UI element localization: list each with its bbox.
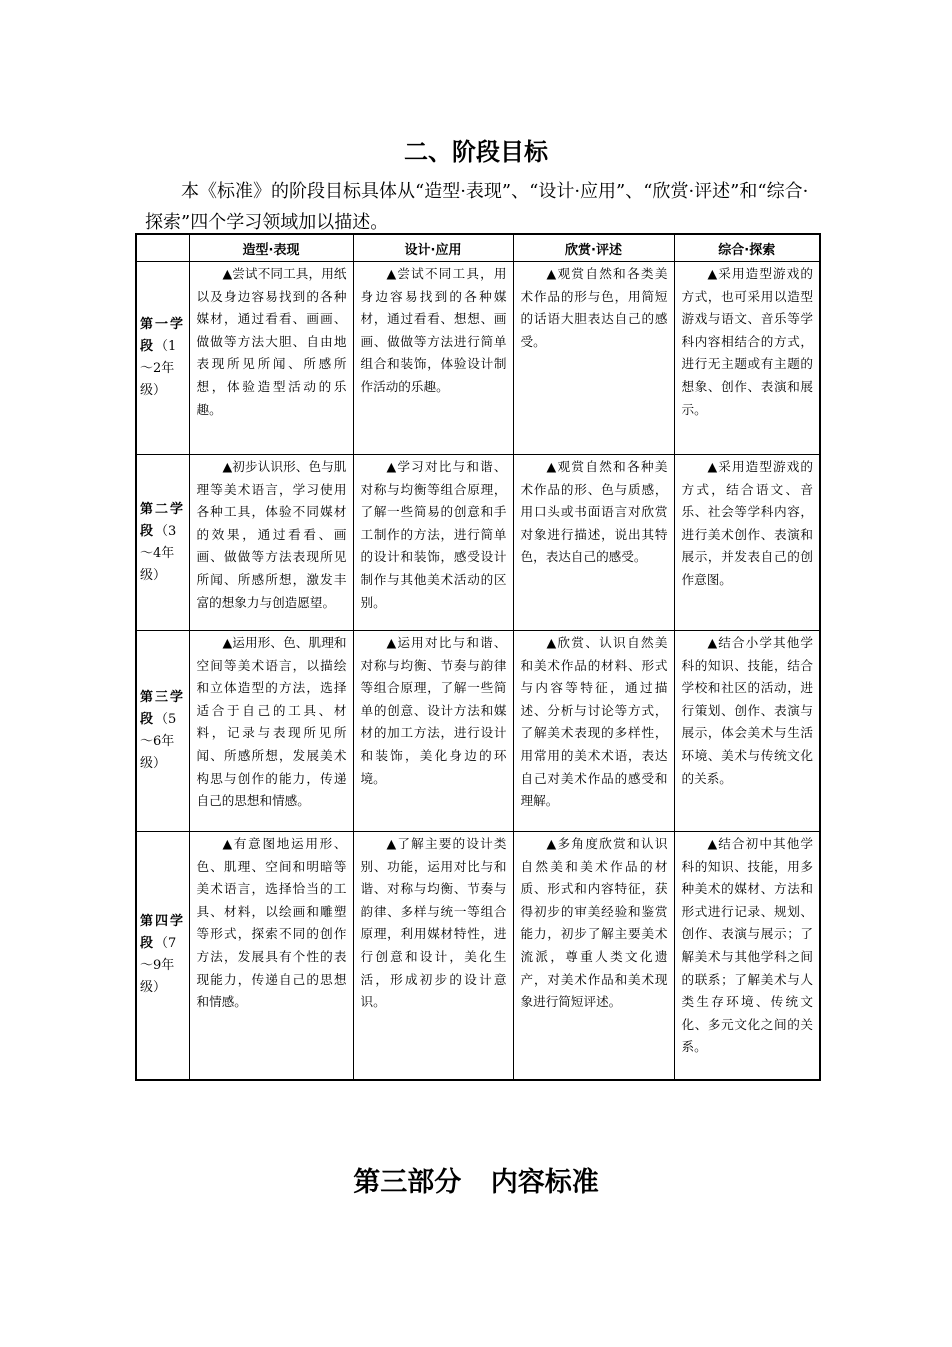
table-row: [136, 262, 820, 455]
cell-text: ▲采用造型游戏的方式，结合语文、音乐、社会等学科内容，进行美术创作、表演和展示，并发表自己的创作意图。: [681, 459, 813, 587]
cell-text: ▲欣赏、认识自然美和美术作品的材料、形式与内容等特征，通过描述、分析与讨论等方式，了解美术表现的多样性，用常用的美术术语，表达自己对美术作品的感受和理解。: [520, 635, 668, 809]
stage-grades: （3～4年级）: [140, 523, 177, 583]
table-cell: [674, 455, 820, 631]
header-corner: [136, 234, 189, 262]
cell-text: ▲初步认识形、色与肌理等美术语言，学习使用各种工具，体验不同媒材的效果，通过看看、画画、做做等方法表现所见所闻、所感所想，激发丰富的想象力与创造愿望。: [196, 459, 347, 610]
table-cell: [189, 455, 353, 631]
table-cell: [189, 262, 353, 455]
table-cell: [513, 455, 674, 631]
table-row: [136, 832, 820, 1080]
table-cell: [674, 832, 820, 1080]
table-header-row: [136, 234, 820, 262]
stage-name: 第四学段: [140, 914, 186, 952]
header-modeling-expression: 造型·表现: [189, 234, 353, 262]
header-synthesis-exploration: 综合·探索: [674, 234, 820, 262]
header-design-application: 设计·应用: [353, 234, 513, 262]
cell-text: ▲结合小学其他学科的知识、技能，结合学校和社区的活动，进行策划、创作、表演与展示，体会美术与生活环境、美术与传统文化的关系。: [681, 635, 813, 786]
table-cell: [353, 631, 513, 832]
table-cell: [513, 631, 674, 832]
table-cell: [353, 262, 513, 455]
table-cell: [189, 631, 353, 832]
cell-text: ▲尝试不同工具，用身边容易找到的各种媒材，通过看看、想想、画画、做做等方法进行简单组合和装饰，体验设计制作活动的乐趣。: [360, 266, 507, 394]
table-cell: [674, 262, 820, 455]
cell-text: ▲观赏自然和各类美术作品的形与色，用简短的话语大胆表达自己的感受。: [520, 266, 668, 349]
stage-goals-table: [135, 233, 821, 1081]
cell-text: ▲运用对比与和谐、对称与均衡、节奏与韵律等组合原理，了解一些简单的创意、设计方法和媒材的加工方法，进行设计和装饰，美化身边的环境。: [360, 635, 507, 786]
table-row: [136, 455, 820, 631]
cell-text: ▲了解主要的设计类别、功能，运用对比与和谐、对称与均衡、节奏与韵律、多样与统一等组合原理，利用媒材特性，进行创意和设计，美化生活，形成初步的设计意识。: [360, 836, 507, 1010]
stage-cell: [136, 631, 189, 832]
table-cell: [353, 455, 513, 631]
table-cell: [513, 832, 674, 1080]
stage-name: 第二学段: [140, 501, 186, 539]
stage-name: 第一学段: [140, 317, 186, 354]
table-cell: [674, 631, 820, 832]
cell-text: ▲有意图地运用形、色、肌理、空间和明暗等美术语言，选择恰当的工具、材料，以绘画和雕塑等形式，探索不同的创作方法，发展具有个性的表现能力，传递自己的思想和情感。: [196, 836, 347, 1010]
cell-text: ▲结合初中其他学科的知识、技能，用多种美术的媒材、方法和形式进行记录、规划、创作、表演与展示；了解美术与其他学科之间的联系；了解美术与人类生存环境、传统文化、多元文化之间的关系。: [681, 836, 813, 1055]
cell-text: ▲尝试不同工具，用纸以及身边容易找到的各种媒材，通过看看、画画、做做等方法大胆、自由地表现所见所闻、所感所想，体验造型活动的乐趣。: [196, 266, 347, 417]
stage-name: 第三学段: [140, 690, 186, 727]
table-cell: [513, 262, 674, 455]
cell-text: ▲多角度欣赏和认识自然美和美术作品的材质、形式和内容特征，获得初步的审美经验和鉴赏能力，初步了解主要美术流派，尊重人类文化遗产，对美术作品和美术现象进行简短评述。: [520, 836, 668, 1010]
cell-text: ▲运用形、色、肌理和空间等美术语言，以描绘和立体造型的方法，选择适合于自己的工具、材料，记录与表现所见所闻、所感所想，发展美术构思与创作的能力，传递自己的思想和情感。: [196, 635, 347, 809]
stage-grades: （5～6年级）: [140, 712, 177, 771]
stage-cell: [136, 455, 189, 631]
cell-text: ▲学习对比与和谐、对称与均衡等组合原理，了解一些简易的创意和手工制作的方法，进行简单的设计和装饰，感受设计制作与其他美术活动的区别。: [360, 459, 507, 610]
table-cell: [189, 832, 353, 1080]
stage-cell: [136, 832, 189, 1080]
table-row: [136, 631, 820, 832]
table-cell: [353, 832, 513, 1080]
cell-text: ▲观赏自然和各种美术作品的形、色与质感，用口头或书面语言对欣赏对象进行描述，说出其特色，表达自己的感受。: [520, 459, 668, 565]
stage-cell: [136, 262, 189, 455]
header-appreciation-review: 欣赏·评述: [513, 234, 674, 262]
part-title: 第三部分 内容标准: [353, 1167, 599, 1199]
intro-paragraph: 本《标准》的阶段目标具体从“造型·表现”、“设计·应用”、“欣赏·评述”和“综合·探索”四个学习领域加以描述。: [145, 181, 809, 233]
stage-grades: （7～9年级）: [140, 936, 177, 996]
section-heading: 二、阶段目标: [404, 138, 548, 167]
stage-grades: （1～2年级）: [140, 339, 177, 398]
cell-text: ▲采用造型游戏的方式，也可采用以造型游戏与语文、音乐等学科内容相结合的方式，进行无主题或有主题的想象、创作、表演和展示。: [681, 266, 813, 417]
